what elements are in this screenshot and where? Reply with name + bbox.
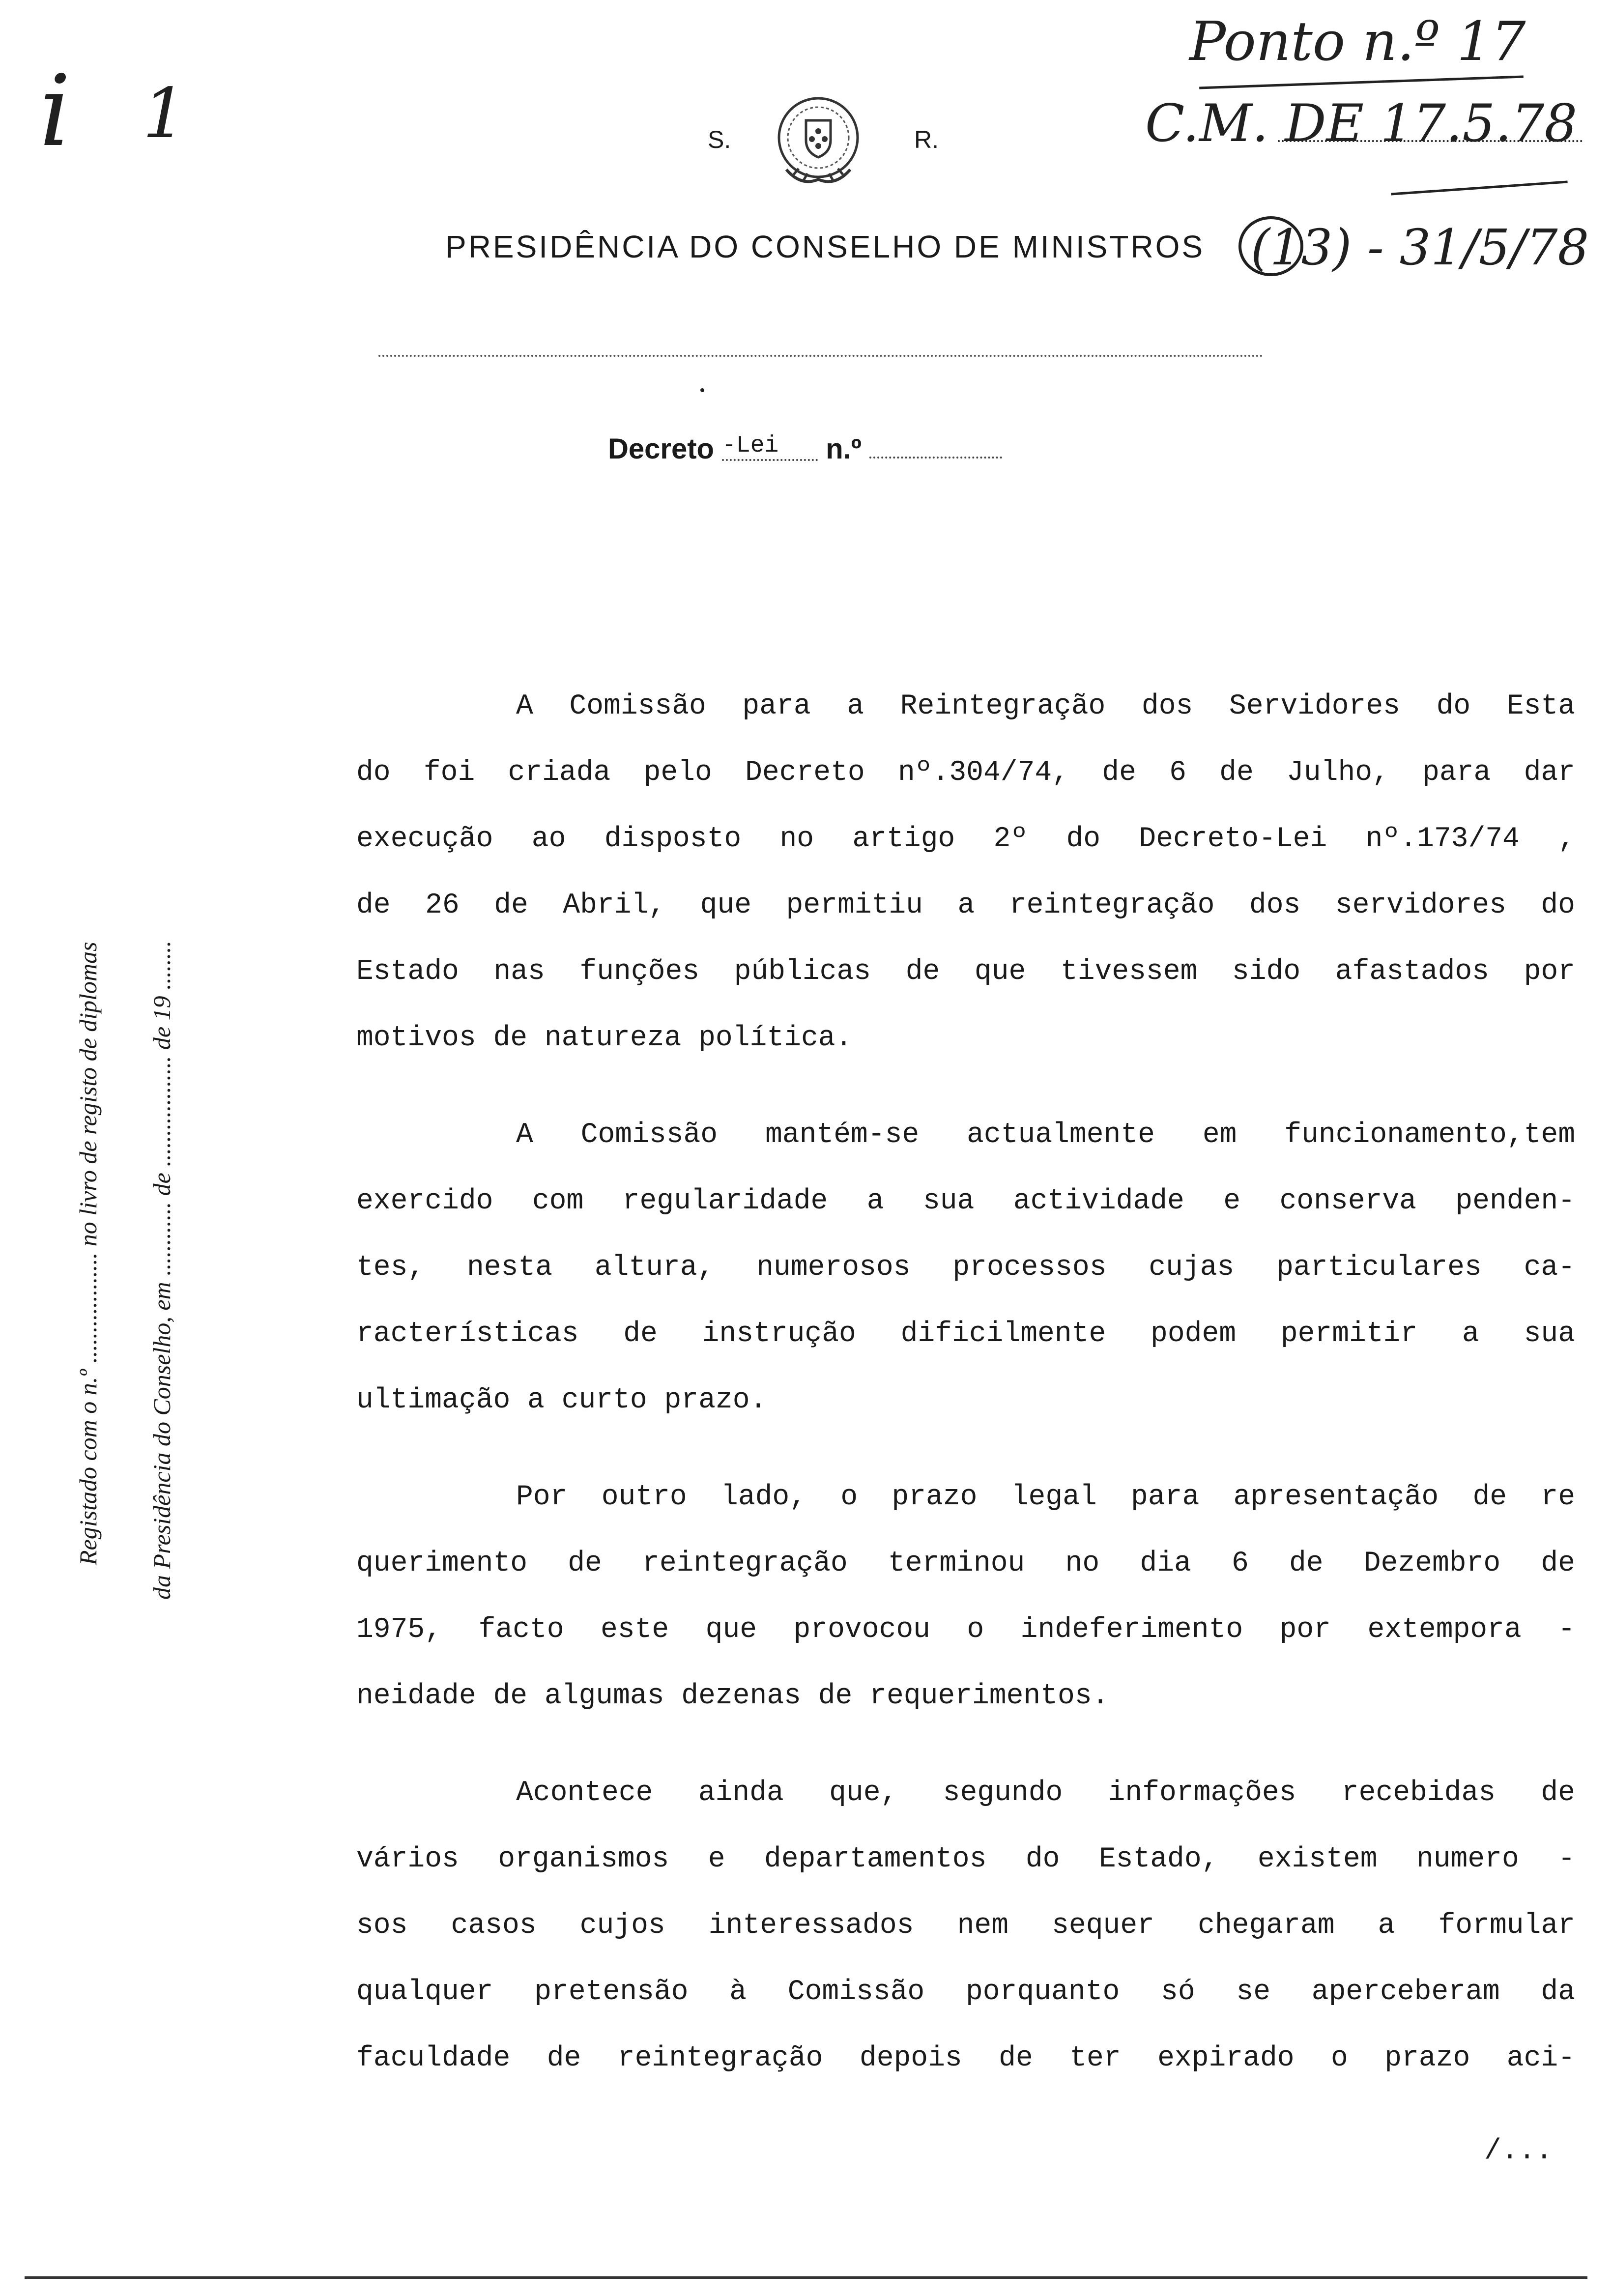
decree-type-field: -Lei bbox=[722, 432, 818, 461]
handwritten-underline bbox=[1199, 75, 1524, 89]
text-line: qualquer pretensão à Comissão porquanto só se aperceberam da bbox=[356, 1976, 1575, 2008]
text-line: neidade de algumas dezenas de requerimentos. bbox=[356, 1680, 1109, 1712]
margin-registration-note: Registado com o n.º .................. no livro de registo de diplomas bbox=[74, 942, 102, 1565]
footer-rule bbox=[25, 2276, 1587, 2279]
handwritten-reference-date: (13) - 31/5/78 bbox=[1251, 219, 1589, 276]
paragraph bbox=[356, 1760, 1575, 2092]
paragraph bbox=[356, 1464, 1575, 1729]
decree-number-field bbox=[869, 457, 1002, 459]
text-line: do foi criada pelo Decreto nº.304/74, de 6 de Julho, para dar bbox=[356, 757, 1575, 789]
document-body bbox=[356, 673, 1575, 2122]
decree-label: Decreto bbox=[608, 433, 714, 465]
text-line: querimento de reintegração terminou no dia 6 de Dezembro de bbox=[356, 1548, 1575, 1579]
continuation-mark: /... bbox=[1484, 2135, 1553, 2167]
text-line: Acontece ainda que, segundo informações recebidas de bbox=[516, 1777, 1575, 1809]
text-line: racterísticas de instrução dificilmente podem permitir a sua bbox=[356, 1318, 1575, 1350]
speck bbox=[700, 388, 704, 392]
text-line: 1975, facto este que provocou o indeferimento por extempora - bbox=[356, 1614, 1575, 1646]
handwritten-item-number: Ponto n.º 17 bbox=[1189, 10, 1526, 73]
handwritten-strikethrough bbox=[1391, 180, 1567, 195]
decree-heading bbox=[608, 432, 1002, 468]
text-line: faculdade de reintegração depois de ter expirado o prazo aci- bbox=[356, 2042, 1575, 2074]
text-line: A Comissão para a Reintegração dos Servidores do Esta bbox=[516, 690, 1575, 722]
text-line: ultimação a curto prazo. bbox=[356, 1384, 767, 1416]
paragraph bbox=[356, 1102, 1575, 1434]
header-dotted-rule bbox=[378, 355, 1263, 357]
text-line: Por outro lado, o prazo legal para apresentação de re bbox=[516, 1481, 1575, 1513]
paragraph bbox=[356, 673, 1575, 1071]
letterhead-r: R. bbox=[914, 126, 939, 153]
handwritten-council-date: C.M. DE 17.5.78 bbox=[1145, 93, 1578, 153]
decree-number-label: n.º bbox=[826, 433, 862, 465]
text-line: A Comissão mantém-se actualmente em funcionamento,tem bbox=[516, 1119, 1575, 1151]
letterhead-s: S. bbox=[708, 126, 731, 153]
text-line: vários organismos e departamentos do Estado, existem numero - bbox=[356, 1843, 1575, 1875]
margin-registration-date: da Presidência do Conselho, em ............ de .................. de 19 ........ bbox=[148, 940, 175, 1600]
handwritten-dotted-underline bbox=[1278, 140, 1583, 142]
text-line: Estado nas funções públicas de que tivessem sido afastados por bbox=[356, 956, 1575, 988]
text-line: sos casos cujos interessados nem sequer chegaram a formular bbox=[356, 1910, 1575, 1942]
handwritten-margin-mark: i bbox=[39, 54, 71, 169]
coat-of-arms-seal-icon bbox=[772, 91, 865, 194]
handwritten-page-number: 1 bbox=[143, 74, 187, 154]
text-line: motivos de natureza política. bbox=[356, 1022, 853, 1054]
text-line: tes, nesta altura, numerosos processos cujas particulares ca- bbox=[356, 1252, 1575, 1284]
text-line: exercido com regularidade a sua actividade e conserva penden- bbox=[356, 1185, 1575, 1217]
text-line: de 26 de Abril, que permitiu a reintegração dos servidores do bbox=[356, 890, 1575, 921]
text-line: execução ao disposto no artigo 2º do Decreto-Lei nº.173/74 , bbox=[356, 823, 1575, 855]
page-title: PRESIDÊNCIA DO CONSELHO DE MINISTROS bbox=[445, 229, 1205, 264]
